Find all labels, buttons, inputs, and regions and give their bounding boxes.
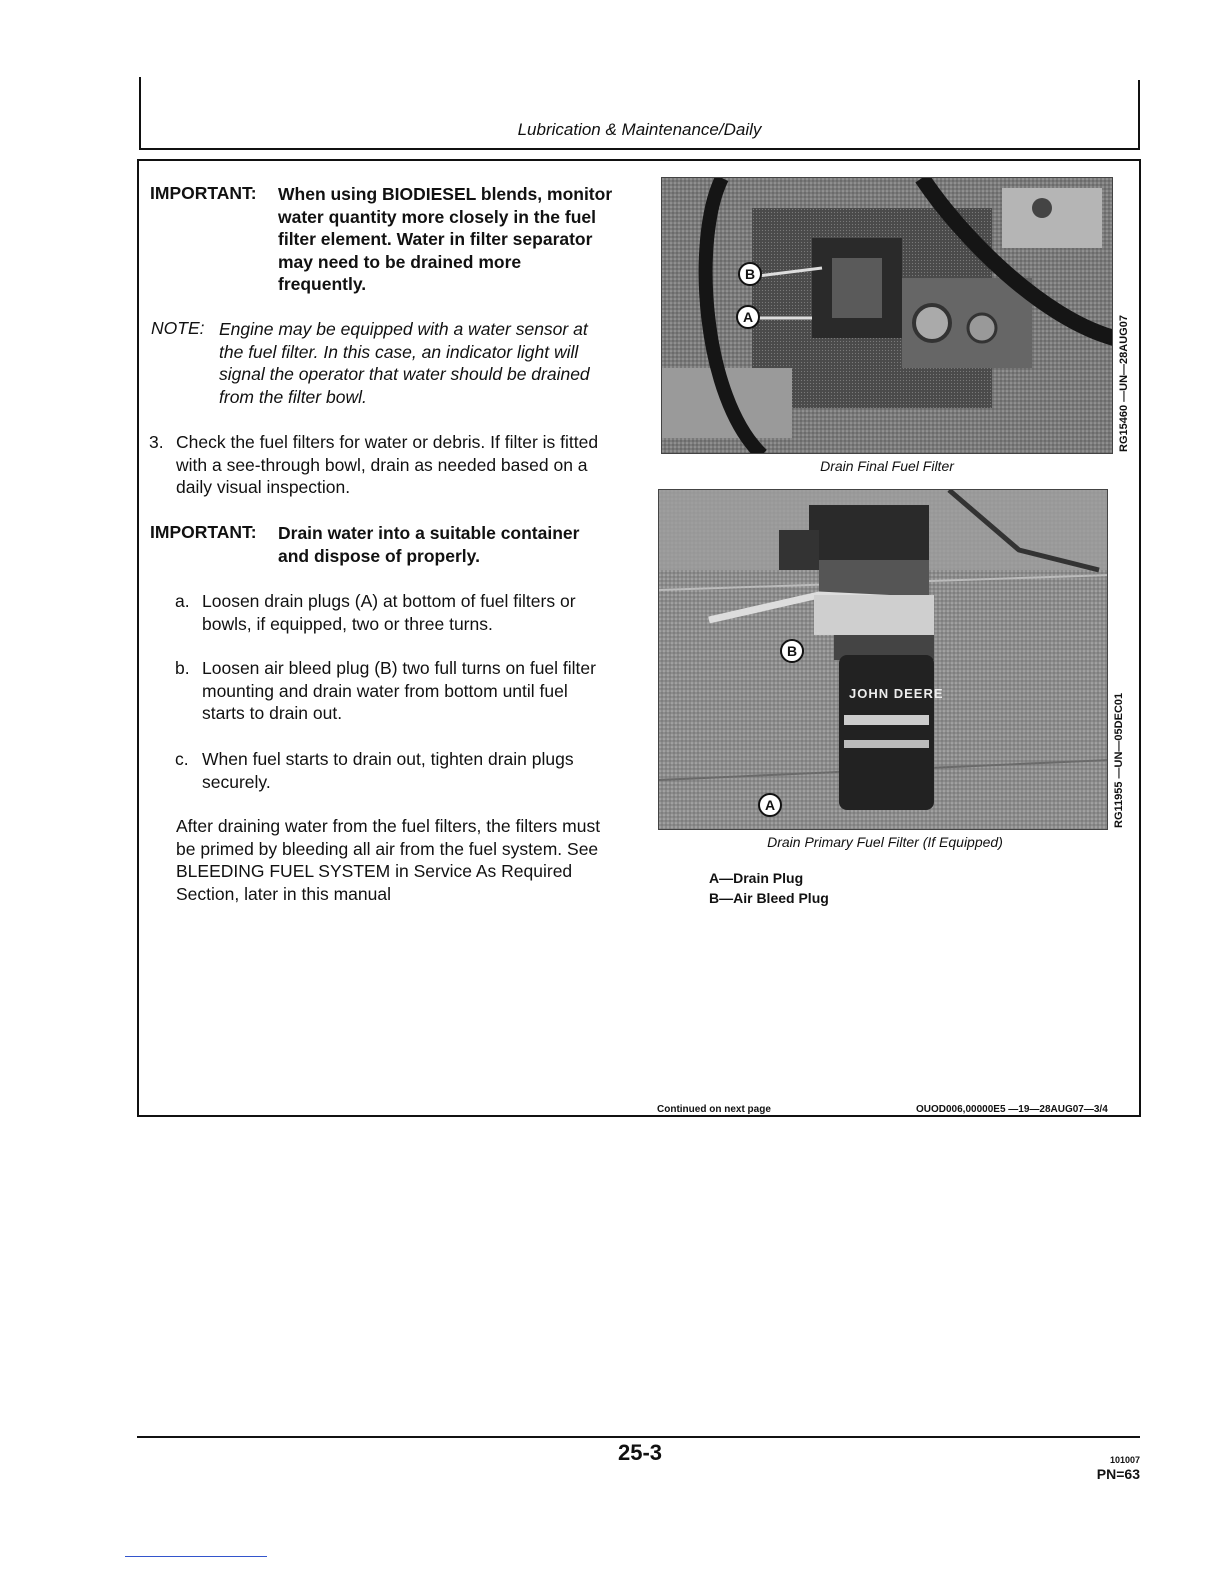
figure-2-caption: Drain Primary Fuel Filter (If Equipped): [767, 834, 1003, 850]
note-text: Engine may be equipped with a water sensor at the fuel filter. In this case, an indicator light will signal the operator that water should be drained from the filter bowl.: [219, 319, 590, 407]
step-a-letter: a.: [175, 591, 190, 611]
callout-b-2: B: [780, 639, 804, 663]
figure-2-code: RG11955 —UN—05DEC01: [1113, 692, 1125, 828]
important-label: IMPORTANT:: [150, 183, 257, 203]
step-3-text: Check the fuel filters for water or debris. If filter is fitted with a see-through bowl, drain as needed based on a daily visual inspection.: [176, 432, 599, 497]
legend-item-b: B—Air Bleed Plug: [709, 889, 829, 906]
priming-paragraph: After draining water from the fuel filters, the filters must be primed by bleeding all air from the fuel system. See BLEEDING FUEL SYSTEM in Service As Required Section, later in this manual: [176, 816, 601, 904]
footer-code: 101007: [1109, 1455, 1140, 1465]
callout-a-2: A: [758, 793, 782, 817]
primary-fuel-filter-photo: [658, 489, 1108, 830]
continued-text: Continued on next page: [657, 1104, 771, 1115]
final-fuel-filter-photo: [661, 177, 1113, 454]
step-b-text: Loosen air bleed plug (B) two full turns on fuel filter mounting and drain water from bottom until fuel starts to drain out.: [202, 658, 596, 723]
footer-rule: [137, 1436, 1140, 1438]
step-3-number: 3.: [149, 432, 164, 452]
figure-1-code: RG15460 —UN—28AUG07: [1118, 315, 1130, 452]
important-drain-text: Drain water into a suitable container and dispose of properly.: [278, 523, 580, 566]
primary-fuel-filter-illustration: [659, 490, 1108, 830]
figure-1-caption: Drain Final Fuel Filter: [820, 458, 954, 474]
page-pn: PN=63: [1096, 1466, 1140, 1482]
legend-item-a: A—Drain Plug: [709, 870, 804, 886]
step-c-text: When fuel starts to drain out, tighten drain plugs securely.: [202, 749, 574, 792]
legend: [709, 869, 829, 908]
bottom-line: [125, 1556, 267, 1557]
important-label-2: IMPORTANT:: [150, 522, 257, 542]
step-c-letter: c.: [175, 749, 189, 769]
step-a-text: Loosen drain plugs (A) at bottom of fuel filters or bowls, if equipped, two or three turns.: [202, 591, 576, 634]
filter-brand-text: JOHN DEERE: [849, 686, 944, 701]
note-label: NOTE:: [151, 318, 205, 338]
final-fuel-filter-illustration: [662, 178, 1113, 454]
callout-b: B: [738, 262, 762, 286]
document-code: OUOD006,00000E5 —19—28AUG07—3/4: [916, 1104, 1108, 1115]
page-number: 25-3: [617, 1440, 663, 1465]
header-rule-bottom: [139, 148, 1140, 150]
step-b-letter: b.: [175, 658, 190, 678]
callout-a: A: [736, 305, 760, 329]
section-title: Lubrication & Maintenance/Daily: [517, 120, 762, 139]
important-biodiesel-text: When using BIODIESEL blends, monitor water quantity more closely in the fuel filter element. Water in filter separator may need to be drained more frequently.: [278, 184, 613, 294]
